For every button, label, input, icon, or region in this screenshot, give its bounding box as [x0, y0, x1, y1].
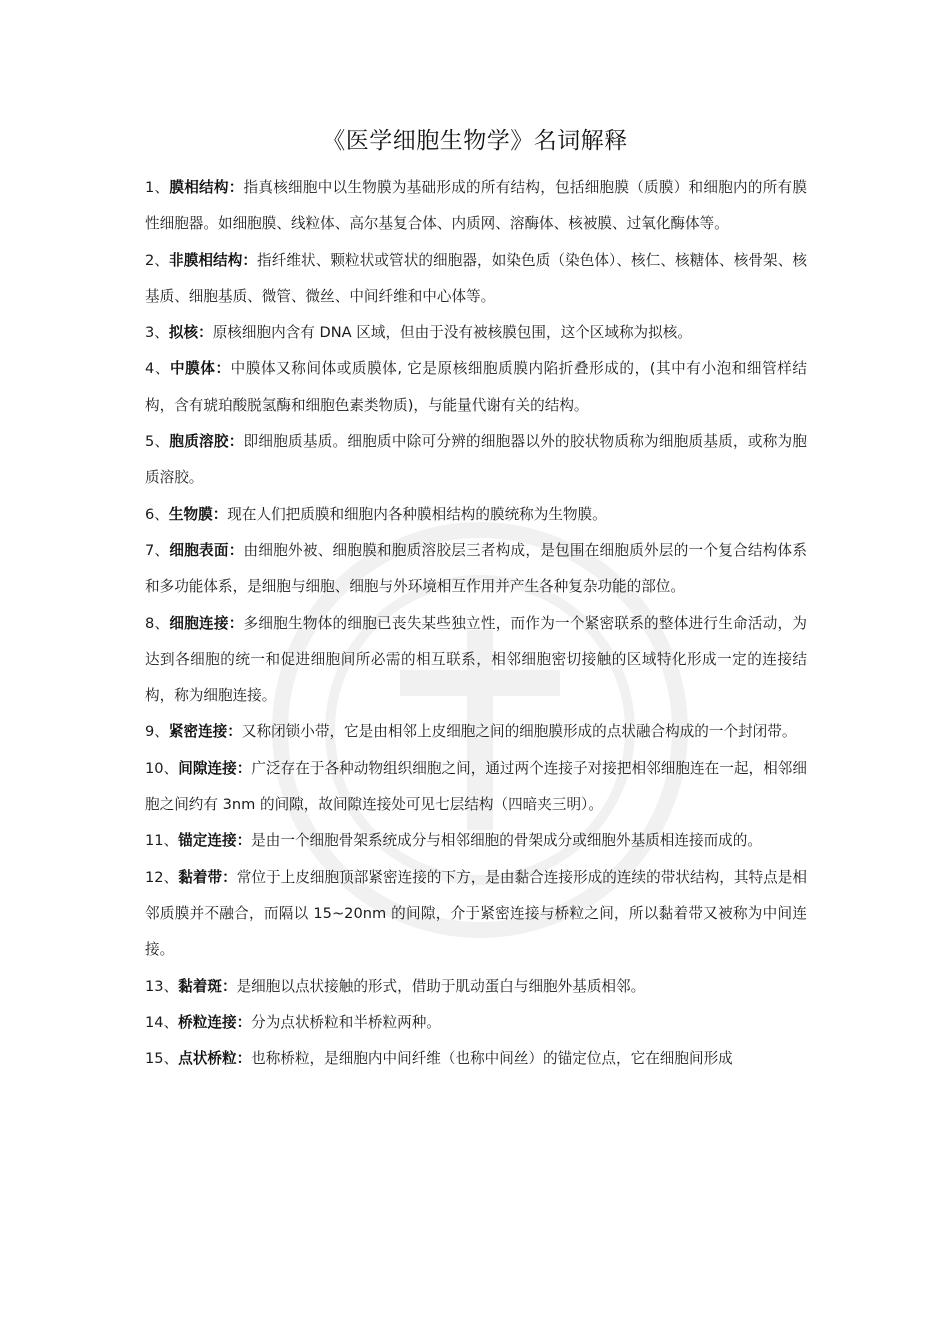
entry-number: 9、 — [145, 723, 169, 741]
glossary-entry-10 — [145, 751, 807, 824]
entry-number: 4、 — [145, 360, 171, 378]
glossary-entry-4 — [145, 351, 807, 424]
glossary-entry-6 — [145, 497, 807, 533]
entry-definition: 多细胞生物体的细胞已丧失某些独立性，而作为一个紧密联系的整体进行生命活动，为达到各细胞的统一和促进细胞间所必需的相互联系，相邻细胞密切接触的区域特化形成一定的连接结构，称为细胞连接。 — [145, 614, 807, 705]
glossary-entry-1 — [145, 170, 807, 243]
entry-definition: 又称闭锁小带，它是由相邻上皮细胞之间的细胞膜形成的点状融合构成的一个封闭带。 — [241, 723, 797, 741]
glossary-entry-3 — [145, 315, 807, 351]
entry-number: 10、 — [145, 759, 179, 777]
glossary-entry-15 — [145, 1041, 807, 1077]
entry-term: 黏着带 — [178, 868, 223, 886]
entry-term: 黏着斑 — [178, 977, 222, 995]
glossary-entry-2 — [145, 243, 807, 316]
entry-term: 生物膜 — [168, 505, 213, 523]
entry-term: 桥粒连接 — [178, 1013, 237, 1031]
entry-separator: ： — [236, 759, 252, 777]
entry-definition: 广泛存在于各种动物组织细胞之间，通过两个连接子对接把相邻细胞连在一起，相邻细胞之间约有 3nm 的间隙，故间隙连接处可见七层结构（四暗夹三明）。 — [145, 759, 807, 814]
entry-separator: ： — [236, 1013, 252, 1031]
entry-term: 胞质溶胶 — [169, 433, 229, 451]
entry-definition: 原核细胞内含有 DNA 区域，但由于没有被核膜包围，这个区域称为拟核。 — [212, 324, 692, 342]
entry-separator: ： — [222, 868, 237, 886]
entry-number: 1、 — [145, 179, 170, 196]
entry-definition: 即细胞质基质。细胞质中除可分辨的细胞器以外的胶状物质称为细胞质基质，或称为胞质溶胶。 — [145, 433, 807, 487]
entry-term: 非膜相结构 — [169, 251, 243, 269]
glossary-entry-8 — [145, 606, 807, 715]
entry-definition: 指纤维状、颗粒状或管状的细胞器，如染色质（染色体）、核仁、核糖体、核骨架、核基质、细胞基质、微管、微丝、中间纤维和中心体等。 — [145, 251, 807, 305]
entry-definition: 分为点状桥粒和半桥粒两种。 — [251, 1013, 441, 1031]
entry-separator: ： — [198, 324, 213, 342]
entry-term: 中膜体 — [170, 360, 216, 378]
entry-term: 锚定连接 — [178, 832, 237, 850]
entry-separator: ： — [227, 723, 242, 741]
entry-separator: ： — [228, 179, 244, 196]
entry-definition: 中膜体又称间体或质膜体, 它是原核细胞质膜内陷折叠形成的，(其中有小泡和细管样结构，含有琥珀酸脱氢酶和细胞色素类物质)，与能量代谢有关的结构。 — [145, 360, 807, 414]
entry-term: 紧密连接 — [168, 723, 228, 741]
entry-number: 5、 — [145, 433, 170, 451]
glossary-entry-13 — [145, 969, 807, 1005]
entry-term: 间隙连接 — [178, 759, 237, 777]
entry-number: 15、 — [145, 1050, 179, 1068]
entry-separator: ： — [215, 360, 231, 378]
glossary-entry-7 — [145, 533, 807, 606]
entry-number: 2、 — [145, 251, 170, 269]
entry-number: 11、 — [145, 832, 179, 850]
entry-term: 细胞连接 — [169, 614, 229, 632]
document-title: 《医学细胞生物学》名词解释 — [322, 128, 628, 154]
entry-number: 3、 — [145, 324, 169, 342]
entry-separator: ： — [212, 505, 228, 523]
entry-number: 12、 — [145, 868, 179, 886]
entry-number: 14、 — [145, 1013, 179, 1031]
entry-separator: ： — [236, 832, 252, 850]
entry-separator: ： — [236, 1050, 252, 1068]
glossary-entry-14 — [145, 1005, 807, 1041]
entry-separator: ： — [221, 977, 237, 995]
glossary-entry-11 — [145, 823, 807, 859]
entry-definition: 也称桥粒，是细胞内中间纤维（也称中间丝）的锚定位点，它在细胞间形成 — [251, 1050, 733, 1068]
entry-definition: 常位于上皮细胞顶部紧密连接的下方，是由黏合连接形成的连续的带状结构，其特点是相邻质膜并不融合，而隔以 15~20nm 的间隙，介于紧密连接与桥粒之间，所以黏着带又被称为中间连接。 — [145, 868, 807, 959]
entry-number: 7、 — [145, 541, 170, 559]
entry-term: 细胞表面 — [169, 541, 229, 559]
entry-term: 点状桥粒 — [178, 1050, 237, 1068]
glossary-entry-9 — [145, 714, 807, 750]
entry-number: 8、 — [145, 614, 170, 632]
entry-separator: ： — [228, 614, 244, 632]
glossary-entry-5 — [145, 424, 807, 497]
glossary-body — [145, 170, 807, 1077]
entry-term: 拟核 — [168, 324, 199, 342]
entry-number: 6、 — [145, 505, 169, 523]
entry-term: 膜相结构 — [169, 179, 229, 196]
entry-separator: ： — [228, 433, 244, 451]
entry-definition: 是由一个细胞骨架系统成分与相邻细胞的骨架成分或细胞外基质相连接而成的。 — [251, 832, 762, 850]
entry-definition: 是细胞以点状接触的形式，借助于肌动蛋白与细胞外基质相邻。 — [236, 977, 646, 995]
glossary-entry-12 — [145, 860, 807, 969]
entry-separator: ： — [228, 541, 244, 559]
entry-number: 13、 — [145, 977, 179, 995]
entry-definition: 指真核细胞中以生物膜为基础形成的所有结构，包括细胞膜（质膜）和细胞内的所有膜性细胞器。如细胞膜、线粒体、高尔基复合体、内质网、溶酶体、核被膜、过氧化酶体等。 — [145, 179, 807, 233]
entry-separator: ： — [242, 251, 258, 269]
entry-definition: 由细胞外被、细胞膜和胞质溶胶层三者构成，是包围在细胞质外层的一个复合结构体系和多功能体系，是细胞与细胞、细胞与外环境相互作用并产生各种复杂功能的部位。 — [145, 541, 807, 596]
entry-definition: 现在人们把质膜和细胞内各种膜相结构的膜统称为生物膜。 — [227, 505, 607, 523]
